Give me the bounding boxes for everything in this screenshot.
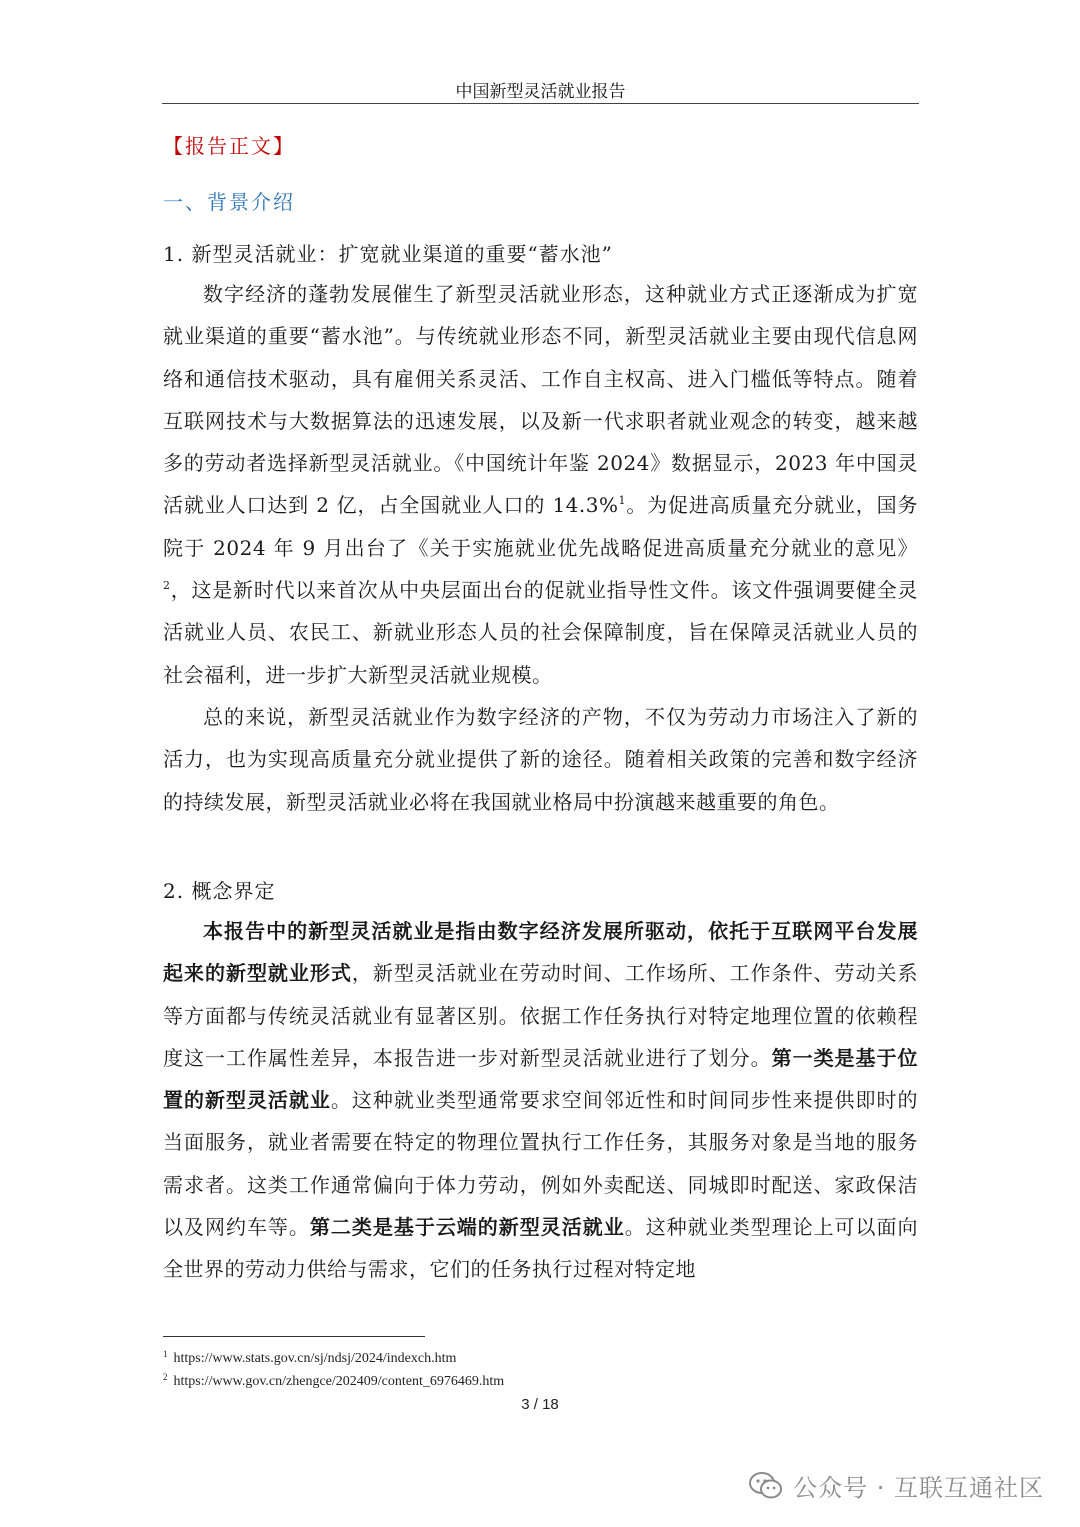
subsection-1-paragraph-1: 数字经济的蓬勃发展催生了新型灵活就业形态，这种就业方式正逐渐成为扩宽就业渠道的重要“蓄水池”。与传统就业形态不同，新型灵活就业主要由现代信息网络和通信技术驱动，具有雇佣关系灵活、工作自主权高、进入门槛低等特点。随着互联网技术与大数据算法的迅速发展，以及新一代求职者就业观念的转变，越来越多的劳动者选择新型灵活就业。《中国统计年鉴 2024》数据显示，2023 年中国灵活就业人口达到 2 亿，占全国就业人口的 14.3%$^1$。为促进高质量充分就业，国务院于 2024 年 9 月出台了《关于实施就业优先战略促进高质量充分就业的意见》$^2$，这是新时代以来首次从中央层面出台的促就业指导性文件。该文件强调要健全灵活就业人员、农民工、新就业形态人员的社会保障制度，旨在保障灵活就业人员的社会福利，进一步扩大新型灵活就业规模。	[163, 282, 918, 687]
footnote-2-link[interactable]: https://www.gov.cn/zhengce/202409/content_6976469.htm	[173, 1374, 505, 1389]
footnote-ref-2[interactable]: 2	[163, 579, 171, 593]
page-header-title: 中国新型灵活就业报告	[455, 82, 626, 102]
header-divider	[162, 103, 919, 104]
footnote-2: $^2$ https://www.gov.cn/zhengce/202409/content_6976469.htm	[163, 1372, 505, 1389]
page-number: 3 / 18	[521, 1396, 559, 1413]
section-tag: 【报告正文】	[163, 134, 295, 158]
wechat-icon	[749, 1471, 783, 1501]
footnote-1: $^1$ https://www.stats.gov.cn/sj/ndsj/2024/indexch.htm	[163, 1349, 457, 1366]
footnote-divider	[163, 1336, 425, 1337]
section-heading: 一、背景介绍	[163, 190, 295, 214]
watermark-text: 公众号 · 互联互通社区	[793, 1474, 1044, 1502]
footnote-1-link[interactable]: https://www.stats.gov.cn/sj/ndsj/2024/indexch.htm	[173, 1351, 457, 1366]
subsection-1-heading: 1. 新型灵活就业：扩宽就业渠道的重要“蓄水池”	[163, 242, 613, 266]
subsection-2-paragraph-1: 本报告中的新型灵活就业是指由数字经济发展所驱动，依托于互联网平台发展起来的新型就业形式，新型灵活就业在劳动时间、工作场所、工作条件、劳动关系等方面都与传统灵活就业有显著区别。依据工作任务执行对特定地理位置的依赖程度这一工作属性差异，本报告进一步对新型灵活就业进行了划分。第一类是基于位置的新型灵活就业。这种就业类型通常要求空间邻近性和时间同步性来提供即时的当面服务，就业者需要在特定的物理位置执行工作任务，其服务对象是当地的服务需求者。这类工作通常偏向于体力劳动，例如外卖配送、同城即时配送、家政保洁以及网约车等。第二类是基于云端的新型灵活就业。这种就业类型理论上可以面向全世界的劳动力供给与需求，它们的任务执行过程对特定地	[163, 919, 919, 1282]
subsection-1-paragraph-2: 总的来说，新型灵活就业作为数字经济的产物，不仅为劳动力市场注入了新的活力，也为实现高质量充分就业提供了新的途径。随着相关政策的完善和数字经济的持续发展，新型灵活就业必将在我国就业格局中扮演越来越重要的角色。	[163, 705, 918, 814]
subsection-2-heading: 2. 概念界定	[163, 879, 276, 903]
watermark	[749, 1468, 1044, 1503]
footnote-ref-1[interactable]: 1	[618, 494, 626, 508]
